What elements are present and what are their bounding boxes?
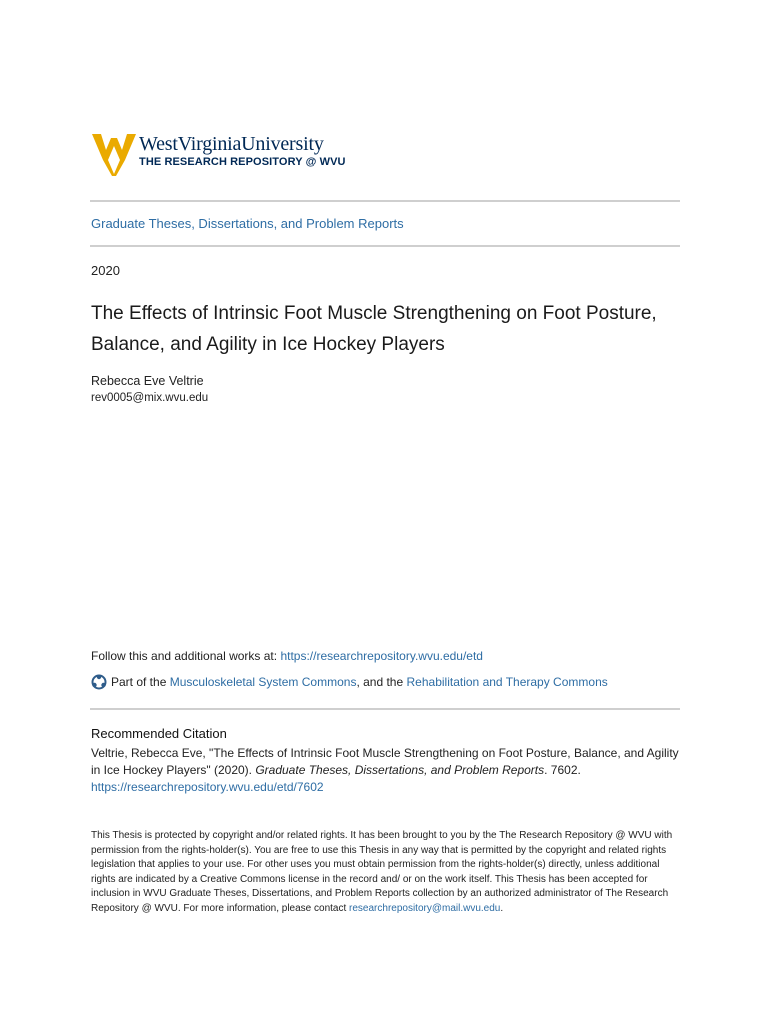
divider [90,245,680,247]
logo-repository-name: THE RESEARCH REPOSITORY @ WVU [139,156,346,168]
series-link[interactable]: Graduate Theses, Dissertations, and Problem Reports [91,216,404,231]
year: 2020 [91,263,120,278]
contact-email-link[interactable]: researchrepository@mail.wvu.edu [349,902,501,914]
part-of-line [91,674,608,690]
rights-end: . [500,902,504,914]
author-name: Rebecca Eve Veltrie [91,374,204,388]
citation-end: . 7602. [544,763,581,777]
part-of-prefix: Part of the [111,675,167,689]
commons-network-icon [91,674,107,690]
logo-university-name: WestVirginiaUniversity [139,133,324,155]
musculoskeletal-commons-link[interactable]: Musculoskeletal System Commons [169,675,357,689]
divider [90,708,680,710]
divider [90,200,680,202]
citation-link[interactable]: https://researchrepository.wvu.edu/etd/7602 [91,780,324,794]
etd-link[interactable]: https://researchrepository.wvu.edu/etd [280,649,483,663]
rehabilitation-commons-link[interactable]: Rehabilitation and Therapy Commons [406,675,608,689]
citation-plain: Veltrie, Rebecca Eve, "The Effects of Intrinsic Foot Muscle Strengthening on Foot Posture, Balance, and Agility in Ice Hockey Players" (2020). [91,746,679,777]
citation-heading: Recommended Citation [91,726,227,741]
author-email: rev0005@mix.wvu.edu [91,392,209,404]
citation-series: Graduate Theses, Dissertations, and Problem Reports [255,763,545,777]
document-title: The Effects of Intrinsic Foot Muscle Strengthening on Foot Posture, Balance, and Agility in Ice Hockey Players [91,303,657,355]
follow-text: Follow this and additional works at: [91,649,281,663]
part-of-middle: , and the [356,675,404,689]
rights-text: This Thesis is protected by copyright and/or related rights. It has been brought to you by the The Research Repository @ WVU with permission from the rights-holder(s). You are free to use this Thesis in any way that is permitted by the copyright and related rights legislation that applies to your use. For other uses you must obtain permission from the rights-holder(s) directly, unless additional rights are indicated by a Creative Commons license in the record and/ or on the work itself. This Thesis has been accepted for inclusion in WVU Graduate Theses, Dissertations, and Problem Reports collection by an authorized administrator of The Research Repository @ WVU. For more information, please contact [91,830,673,914]
citation-text [91,745,681,796]
follow-line [91,649,483,663]
wvu-flying-wv-icon [92,132,136,176]
rights-statement [91,829,676,917]
wvu-logo [92,130,372,180]
